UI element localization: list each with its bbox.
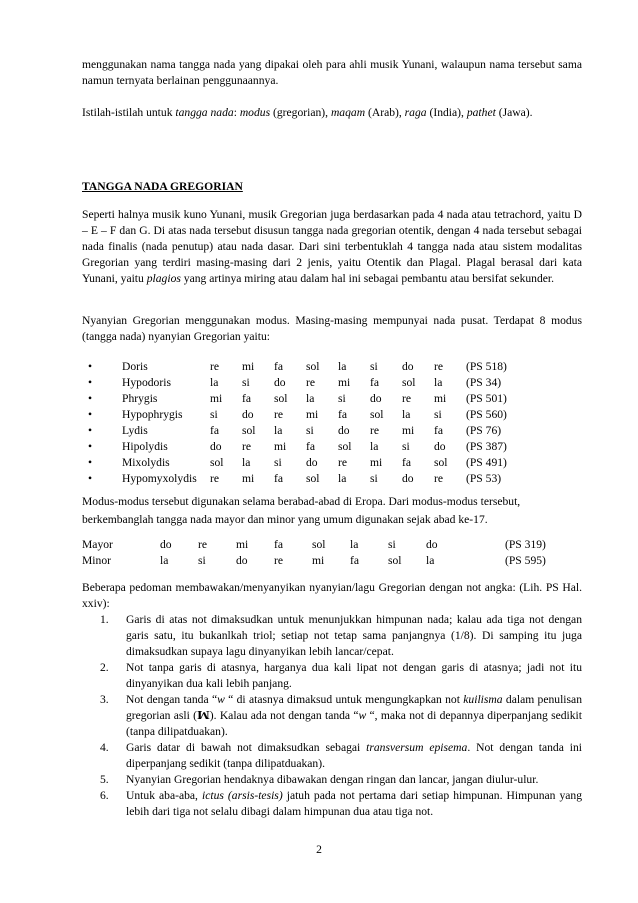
- section-heading: TANGGA NADA GREGORIAN: [82, 180, 243, 193]
- scale-note: sol: [388, 554, 402, 567]
- scale-note: la: [160, 554, 169, 567]
- scale-name: Mayor: [82, 538, 113, 551]
- modus-paragraph: Modus-modus tersebut digunakan selama berabad-abad di Eropa. Dari modus-modus tersebut,: [82, 495, 521, 508]
- kuilisma-glyph: ꟽ: [196, 709, 210, 722]
- mode-note: si: [274, 456, 282, 469]
- mode-note: fa: [338, 408, 348, 421]
- bullet-icon: •: [88, 408, 93, 421]
- mode-row: [82, 439, 507, 455]
- mode-note: do: [338, 424, 350, 437]
- scale-reference: (PS 595): [505, 554, 546, 567]
- mode-note: mi: [274, 440, 287, 453]
- mode-note: la: [434, 376, 443, 389]
- scale-note: la: [426, 554, 435, 567]
- mode-reference: (PS 76): [466, 424, 502, 437]
- mode-note: fa: [210, 424, 220, 437]
- scale-note: la: [350, 538, 359, 551]
- mode-note: sol: [370, 408, 384, 421]
- mode-note: re: [274, 408, 284, 421]
- scale-row: [82, 553, 546, 569]
- mode-note: fa: [402, 456, 412, 469]
- mode-note: fa: [274, 472, 284, 485]
- mode-row: [82, 455, 507, 471]
- mode-row: [82, 407, 507, 423]
- guide-item: 6. Untuk aba-aba, ictus (arsis-tesis) jatuh pada not pertama dari setiap himpunan. Himpunan yang lebih dari tiga not selalu dibagi dalam himpunan dua atau tiga not.: [100, 789, 583, 818]
- scale-note: mi: [312, 554, 325, 567]
- mode-note: do: [274, 376, 286, 389]
- mode-note: mi: [402, 424, 415, 437]
- mode-note: do: [242, 408, 254, 421]
- bullet-icon: •: [88, 376, 93, 389]
- mode-note: re: [370, 424, 380, 437]
- mode-note: do: [402, 472, 414, 485]
- mode-note: mi: [338, 376, 351, 389]
- intro-paragraph-2: Istilah-istilah untuk tangga nada: modus (gregorian), maqam (Arab), raga (India), pathet (Jawa).: [82, 106, 533, 119]
- guide-item: 2. Not tanpa garis di atasnya, harganya dua kali lipat not dengan garis di atasnya; jadi not itu dinyanyikan dua kali lebih panjang.: [100, 661, 582, 690]
- mode-note: si: [402, 440, 410, 453]
- modes-list: [82, 359, 582, 487]
- mode-name: Hypodoris: [122, 376, 171, 389]
- mode-note: mi: [210, 392, 223, 405]
- modes-table: [82, 359, 507, 487]
- mode-name: Hipolydis: [122, 440, 168, 453]
- mode-note: do: [370, 392, 382, 405]
- bullet-icon: •: [88, 392, 93, 405]
- guide-section: [82, 580, 582, 820]
- bullet-icon: •: [88, 456, 93, 469]
- guide-list: [82, 612, 582, 820]
- scale-note: re: [274, 554, 284, 567]
- mode-note: re: [338, 456, 348, 469]
- mode-note: si: [338, 392, 346, 405]
- mode-note: sol: [306, 360, 320, 373]
- mode-row: [82, 391, 507, 407]
- mode-note: mi: [370, 456, 383, 469]
- mode-note: la: [306, 392, 315, 405]
- scale-row: [82, 537, 546, 553]
- mode-reference: (PS 387): [466, 440, 507, 453]
- bullet-icon: •: [88, 440, 93, 453]
- mode-note: la: [338, 360, 347, 373]
- mode-note: sol: [338, 440, 352, 453]
- mode-note: si: [434, 408, 442, 421]
- mode-note: re: [434, 360, 444, 373]
- mode-note: la: [242, 456, 251, 469]
- mode-note: si: [370, 360, 378, 373]
- mode-note: la: [338, 472, 347, 485]
- mode-note: re: [210, 472, 220, 485]
- guide-item: 3. Not dengan tanda “w “ di atasnya dimaksud untuk mengungkapkan not kuilisma dalam penulisan gregorian asli (ꟽ). Kalau ada not dengan tanda “w “, maka not di depannya diperpanjang sedikit (tanpa dilipatduakan).: [100, 693, 582, 738]
- section-paragraph-1: Seperti halnya musik kuno Yunani, musik Gregorian juga berdasarkan pada 4 nada atau tetrachord, yaitu D – E – F dan G. Di atas nada tersebut disusun tangga nada gregorian otentik, dengan 4 nada tersebut sebagai nada finalis (nada penutup) atau nada dasar. Dari sini terbentuklah 4 tangga nada atau sistem modalitas Gregorian yang terdiri masing-masing dari 2 jenis, yaitu Otentik dan Plagal. Plagal berasal dari kata Yunani, yaitu plagios yang artinya miring atau dalam hal ini sebagai pembantu atau bersifat sekunder.: [82, 208, 582, 285]
- bullet-icon: •: [88, 424, 93, 437]
- mode-name: Hypomyxolydis: [122, 472, 197, 485]
- mode-reference: (PS 518): [466, 360, 507, 373]
- scale-note: do: [426, 538, 438, 551]
- mode-name: Phrygis: [122, 392, 158, 405]
- section-paragraph-2: Nyanyian Gregorian menggunakan modus. Masing-masing mempunyai nada pusat. Terdapat 8 modus (tangga nada) nyanyian Gregorian yaitu:: [82, 314, 582, 343]
- mode-reference: (PS 53): [466, 472, 502, 485]
- mode-note: do: [210, 440, 222, 453]
- mode-note: sol: [210, 456, 224, 469]
- mode-note: si: [306, 424, 314, 437]
- mode-note: mi: [306, 408, 319, 421]
- scale-note: fa: [350, 554, 360, 567]
- mode-note: re: [210, 360, 220, 373]
- mode-note: sol: [306, 472, 320, 485]
- scale-note: si: [198, 554, 206, 567]
- mode-note: re: [434, 472, 444, 485]
- mode-note: fa: [274, 360, 284, 373]
- mode-note: la: [274, 424, 283, 437]
- mode-row: [82, 471, 507, 487]
- mode-note: mi: [242, 360, 255, 373]
- mode-name: Lydis: [122, 424, 148, 437]
- bullet-icon: •: [88, 472, 93, 485]
- mode-reference: (PS 560): [466, 408, 507, 421]
- mode-name: Mixolydis: [122, 456, 170, 469]
- mode-row: [82, 359, 507, 375]
- mode-note: mi: [434, 392, 447, 405]
- scale-reference: (PS 319): [505, 538, 546, 551]
- scale-note: re: [198, 538, 208, 551]
- mode-note: re: [242, 440, 252, 453]
- mode-note: si: [370, 472, 378, 485]
- mode-note: la: [370, 440, 379, 453]
- mode-note: do: [434, 440, 446, 453]
- mode-note: fa: [242, 392, 252, 405]
- mode-row: [82, 375, 507, 391]
- scale-note: mi: [236, 538, 249, 551]
- mode-name: Hypophrygis: [122, 408, 183, 421]
- mode-note: sol: [274, 392, 288, 405]
- guide-item: 5. Nyanyian Gregorian hendaknya dibawakan dengan ringan dan lancar, jangan diulur-ulur.: [100, 773, 539, 786]
- mode-note: fa: [370, 376, 380, 389]
- mode-note: la: [210, 376, 219, 389]
- guide-item: 4. Garis datar di bawah not dimaksudkan sebagai transversum episema. Not dengan tanda ini diperpanjang sedikit (tanpa dilipatduakan).: [100, 741, 582, 770]
- scales-table: [82, 537, 546, 569]
- guide-intro: Beberapa pedoman membawakan/menyanyikan nyanyian/lagu Gregorian dengan not angka: (Lih. PS Hal. xxiv):: [82, 581, 582, 610]
- mode-note: sol: [402, 376, 416, 389]
- scale-note: do: [160, 538, 172, 551]
- guide-item: 1. Garis di atas not dimaksudkan untuk menunjukkan himpunan nada; kalau ada tiga not dengan garis satu, itu bukanlkah triol; setiap not tetap sama panjangnya (1/8). Di samping itu juga dimaksudkan supaya lagu dinyanyikan lebih lancar/cepat.: [100, 613, 582, 658]
- mode-note: sol: [242, 424, 256, 437]
- mode-note: la: [402, 408, 411, 421]
- mode-note: do: [402, 360, 414, 373]
- mode-note: sol: [434, 456, 448, 469]
- scale-note: do: [236, 554, 248, 567]
- scales-list: [82, 537, 582, 569]
- mode-note: si: [210, 408, 218, 421]
- mode-row: [82, 423, 507, 439]
- scale-note: sol: [312, 538, 326, 551]
- mode-note: fa: [434, 424, 444, 437]
- mode-reference: (PS 491): [466, 456, 507, 469]
- page-number: 2: [316, 843, 322, 856]
- intro-paragraph-1: menggunakan nama tangga nada yang dipakai oleh para ahli musik Yunani, walaupun nama tersebut sama namun ternyata berlainan penggunaannya.: [82, 58, 582, 87]
- scale-note: fa: [274, 538, 284, 551]
- mode-note: fa: [306, 440, 316, 453]
- mode-note: re: [402, 392, 412, 405]
- mode-note: mi: [242, 472, 255, 485]
- mode-reference: (PS 34): [466, 376, 502, 389]
- scale-name: Minor: [82, 554, 111, 567]
- scale-note: si: [388, 538, 396, 551]
- modus-paragraph-line-2: berkembanglah tangga nada mayor dan minor yang umum digunakan sejak abad ke-17.: [82, 513, 488, 526]
- bullet-icon: •: [88, 360, 93, 373]
- mode-note: re: [306, 376, 316, 389]
- mode-note: do: [306, 456, 318, 469]
- mode-reference: (PS 501): [466, 392, 507, 405]
- mode-note: si: [242, 376, 250, 389]
- mode-name: Doris: [122, 360, 148, 373]
